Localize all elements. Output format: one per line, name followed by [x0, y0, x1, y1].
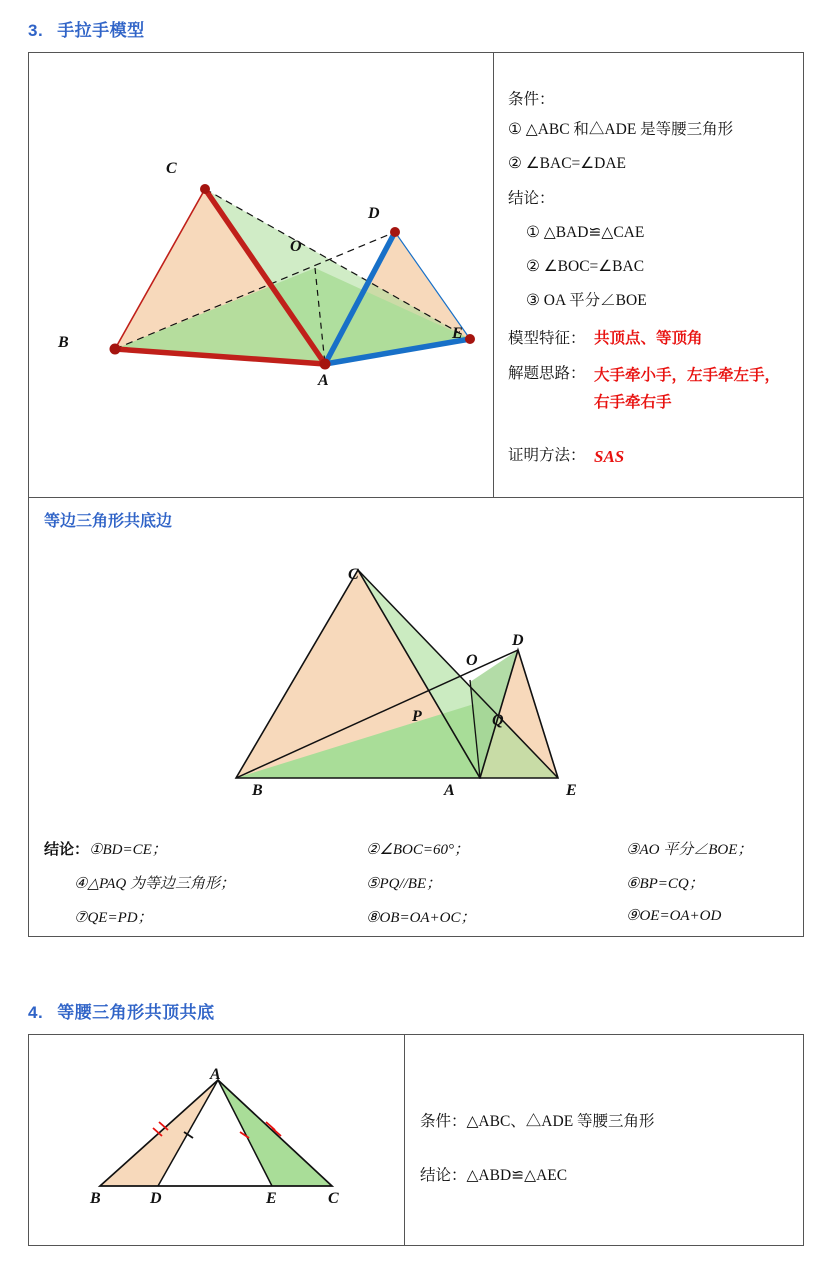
box-divider-horizontal [28, 497, 804, 498]
label-b2: B [252, 782, 263, 799]
subsection-title: 等边三角形共底边 [44, 513, 173, 530]
label-a: A [318, 372, 329, 389]
label-b: B [58, 334, 69, 351]
conclusion-item-2: ② ∠BOC=∠BAC [526, 258, 645, 275]
method-label: 解题思路： [508, 365, 586, 382]
conclusion-item-1: ① △BAD≌△CAE [526, 224, 645, 241]
label-e: E [452, 325, 463, 342]
conclusion-item-2-2: ②∠BOC=60°； [366, 842, 470, 858]
method-value: 大手牵小手，左手牵左手，右手牵右手 [594, 367, 781, 412]
section-4-conclusion-value: △ABD≌△AEC [466, 1167, 568, 1184]
vertex-d [390, 227, 400, 237]
section-3-heading [28, 16, 145, 41]
label-o: O [290, 238, 302, 255]
conclusion-item-9: ⑨OE=OA+OD [626, 908, 722, 924]
label-d: D [368, 205, 380, 222]
label-b3: B [90, 1190, 101, 1207]
label-q: Q [492, 712, 504, 729]
feature-label: 模型特征： [508, 330, 586, 347]
section-4-condition-label: 条件： [420, 1113, 467, 1130]
conclusion-item-3: ③ OA 平分∠BOE [526, 292, 647, 309]
label-e2: E [566, 782, 577, 799]
vertex-e [465, 334, 475, 344]
label-c2: C [348, 566, 359, 583]
condition-label: 条件： [508, 91, 555, 108]
figure-equilateral-common-base [222, 552, 642, 802]
figure-hand-in-hand [30, 54, 500, 494]
label-e3: E [266, 1190, 277, 1207]
label-d3: D [150, 1190, 162, 1207]
vertex-b [110, 344, 121, 355]
proof-label: 证明方法： [508, 447, 586, 464]
section-3-number: 3. [28, 21, 44, 40]
section-4-conclusion [420, 1164, 567, 1188]
section-4-heading [28, 998, 215, 1023]
condition-item-2: ② ∠BAC=∠DAE [508, 155, 627, 172]
conclusion-label-2 [44, 838, 167, 859]
section-4-conclusion-label: 结论： [420, 1167, 467, 1184]
conclusion-item-4: ④△PAQ 为等边三角形； [74, 876, 235, 892]
proof-value: SAS [594, 447, 625, 466]
label-o2: O [466, 652, 478, 669]
section-3-title: 手拉手模型 [57, 21, 145, 40]
label-c: C [166, 160, 177, 177]
conclusion-item-8: ⑧OB=OA+OC； [366, 910, 476, 926]
label-d2: D [512, 632, 524, 649]
conclusion-item-6: ⑥BP=CQ； [626, 876, 704, 892]
conclusion-label: 结论： [508, 190, 555, 207]
label-p: P [412, 708, 422, 725]
conclusion-item-1-2: ①BD=CE； [89, 842, 167, 858]
feature-value: 共顶点、等顶角 [594, 330, 703, 347]
conclusion-item-7: ⑦QE=PD； [74, 910, 153, 926]
section-4-title: 等腰三角形共顶共底 [57, 1003, 215, 1022]
section-4-condition-value: △ABC、△ADE 等腰三角形 [466, 1113, 655, 1130]
vertex-c [200, 184, 210, 194]
conclusion-item-5: ⑤PQ//BE； [366, 876, 442, 892]
section-4-number: 4. [28, 1003, 44, 1022]
label-a3: A [210, 1066, 221, 1083]
label-a2: A [444, 782, 455, 799]
label-c3: C [328, 1190, 339, 1207]
section-4-condition [420, 1110, 655, 1134]
vertex-a [320, 359, 331, 370]
condition-item-1: ① △ABC 和△ADE 是等腰三角形 [508, 121, 734, 138]
conclusion-item-3-2: ③AO 平分∠BOE； [626, 842, 753, 858]
conclusion-label-2-text: 结论： [44, 841, 90, 858]
section-4-divider [404, 1034, 405, 1246]
